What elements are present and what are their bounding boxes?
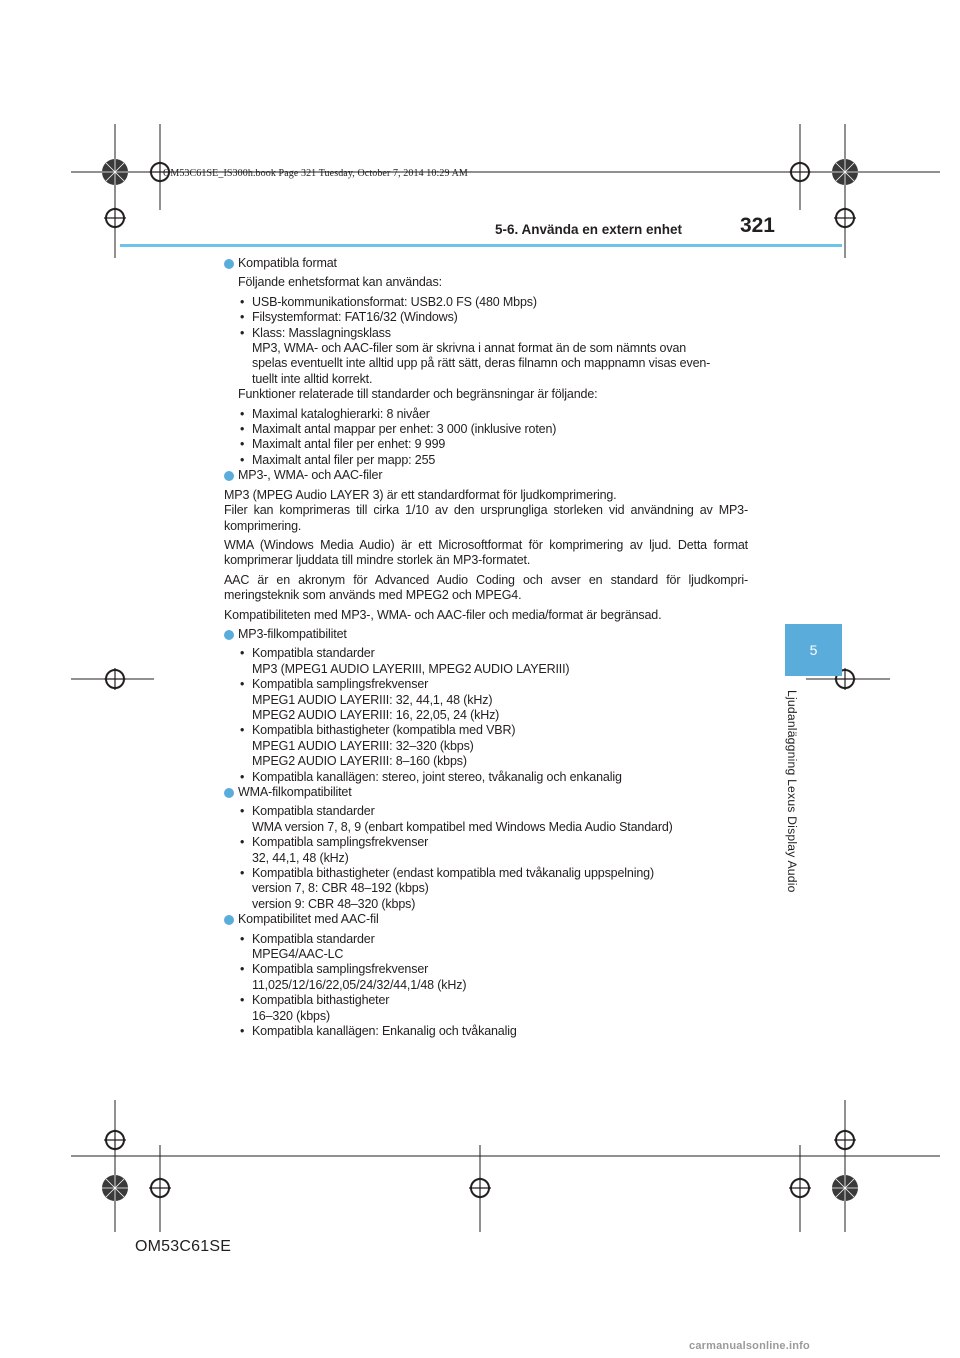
paragraph: Filer kan komprimeras till cirka 1/10 av den ursprungliga storleken vid användning av MP3-komprimering. [224,503,748,533]
page-number: 321 [739,214,775,237]
list-item: • USB-kommunikationsformat: USB2.0 FS (480 Mbps) [240,294,537,309]
list-item: • Kompatibla kanallägen: stereo, joint stereo, tvåkanalig och enkanalig [240,769,622,784]
document-code: OM53C61SE [135,1238,232,1255]
bullet-icon [224,630,234,640]
list-item: • Kompatibla standarder [240,931,375,946]
heading-kompatibla-format: Kompatibla format [224,256,748,271]
list-item: • Kompatibla samplingsfrekvenser [240,835,429,850]
main-content [224,256,748,1040]
list-item: • Filsystemformat: FAT16/32 (Windows) [240,310,458,325]
chapter-side-label: Ljudanläggning Lexus Display Audio [785,690,799,893]
section-header: 5-6. Använda en extern enhet [494,222,682,237]
klass-note: MP3, WMA- och AAC-filer som är skrivna i annat format än de som nämnts ovan [252,341,687,356]
heading-mp3-wma-aac: MP3-, WMA- och AAC-filer [224,468,748,483]
list-value: MPEG2 AUDIO LAYERIII: 16, 22,05, 24 (kHz) [252,707,500,722]
paragraph: Kompatibiliteten med MP3-, WMA- och AAC-filer och media/format är begränsad. [224,607,662,622]
list-value: MPEG1 AUDIO LAYERIII: 32, 44,1, 48 (kHz) [252,692,493,707]
list-value: version 7, 8: CBR 48–192 (kbps) [252,881,429,896]
list-item: • Maximalt antal filer per enhet: 9 999 [240,437,446,452]
list-value: MPEG4/AAC-LC [252,947,344,962]
list-item: • Kompatibla standarder [240,646,375,661]
header-rule [120,244,842,247]
list-value: MPEG1 AUDIO LAYERIII: 32–320 (kbps) [252,738,474,753]
print-info-line: OM53C61SE_IS300h.book Page 321 Tuesday, October 7, 2014 10:29 AM [163,168,468,179]
list-item: • Kompatibla bithastigheter (endast kompatibla med tvåkanalig uppspelning) [240,866,654,881]
heading-aac-kompatibilitet: Kompatibilitet med AAC-fil [224,912,748,927]
list-value: MP3 (MPEG1 AUDIO LAYERIII, MPEG2 AUDIO LAYERIII) [252,661,570,676]
bullet-icon [224,259,234,269]
watermark: carmanualsonline.info [689,1340,810,1352]
paragraph: WMA (Windows Media Audio) är ett Microsoftformat för komprimering av ljud. Detta format komprimerar ljuddata till mindre storlek än MP3-formatet. [224,537,748,568]
list-item: • Kompatibla bithastigheter [240,993,390,1008]
list-item: • Kompatibla samplingsfrekvenser [240,677,429,692]
list-value: WMA version 7, 8, 9 (enbart kompatibel med Windows Media Audio Standard) [252,819,673,834]
list-value: 11,025/12/16/22,05/24/32/44,1/48 (kHz) [252,977,467,992]
list-item: • Kompatibla samplingsfrekvenser [240,962,429,977]
limits-intro: Funktioner relaterade till standarder och begränsningar är följande: [238,387,598,402]
list-item: • Maximalt antal mappar per enhet: 3 000 (inklusive roten) [240,422,557,437]
list-item: • Klass: Masslagningsklass [240,325,391,340]
bullet-icon [224,788,234,798]
list-value: version 9: CBR 48–320 (kbps) [252,896,416,911]
bullet-icon [224,915,234,925]
list-value: 16–320 (kbps) [252,1008,330,1023]
list-item: • Maximal kataloghierarki: 8 nivåer [240,406,430,421]
list-item: • Kompatibla standarder [240,804,375,819]
klass-note: spelas eventuellt inte alltid upp på rätt sätt, deras filnamn och mappnamn visas even- [252,356,711,371]
heading-wma-kompatibilitet: WMA-filkompatibilitet [224,785,748,800]
list-item: • Kompatibla bithastigheter (kompatibla med VBR) [240,723,516,738]
paragraph: MP3 (MPEG Audio LAYER 3) är ett standardformat för ljudkomprimering. [224,487,617,502]
heading-mp3-kompatibilitet: MP3-filkompatibilitet [224,627,748,642]
list-item: • Maximalt antal filer per mapp: 255 [240,452,436,467]
list-value: MPEG2 AUDIO LAYERIII: 8–160 (kbps) [252,754,467,769]
chapter-tab: 5 [785,624,842,676]
bullet-icon [224,471,234,481]
intro-text: Följande enhetsformat kan användas: [238,275,442,290]
klass-note: tuellt inte alltid korrekt. [252,371,373,386]
list-value: 32, 44,1, 48 (kHz) [252,850,349,865]
list-item: • Kompatibla kanallägen: Enkanalig och tvåkanalig [240,1024,517,1039]
paragraph: AAC är en akronym för Advanced Audio Coding och avser en standard för ljudkompri-meringsteknik som används med MPEG2 och MPEG4. [224,572,748,603]
